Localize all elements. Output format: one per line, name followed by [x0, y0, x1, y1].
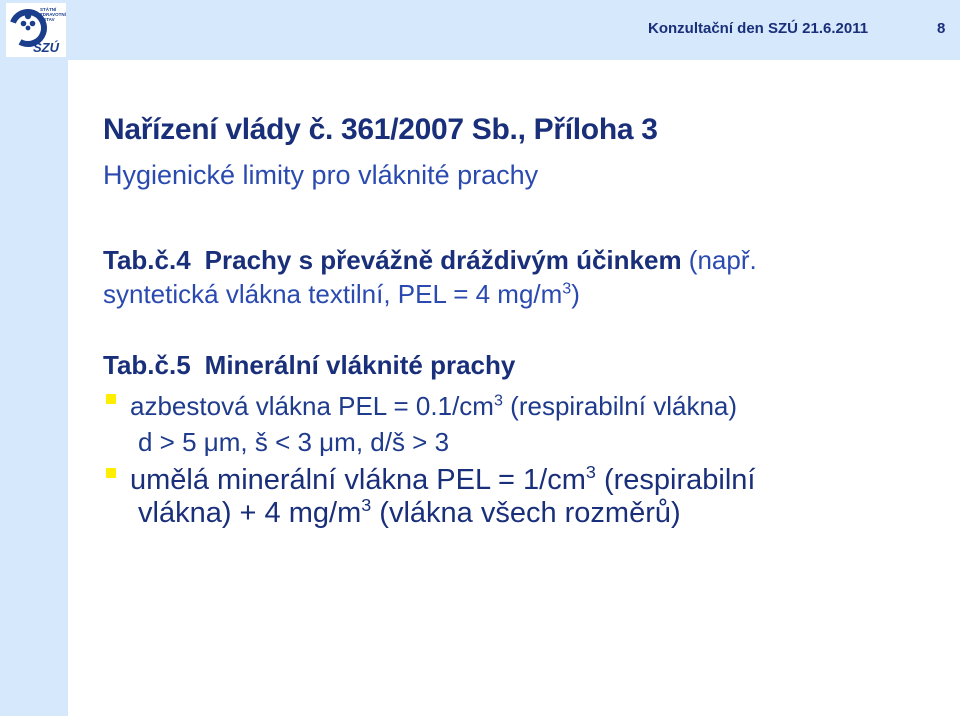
tab4-section: [103, 243, 757, 311]
szu-logo-icon: [6, 3, 66, 57]
bullet-2-line2-rest: (vlákna všech rozměrů): [371, 497, 681, 529]
bullet-1-rest: (respirabilní vlákna): [502, 391, 738, 421]
szu-logo: [6, 3, 66, 57]
bullet-1-line-1: [130, 391, 737, 422]
tab4-label: Tab.č.4: [103, 245, 191, 275]
bullet-2-sup: 3: [585, 462, 596, 483]
logo-line-1: STÁTNÍ: [40, 7, 57, 12]
page-title: Nařízení vlády č. 361/2007 Sb., Příloha 3: [103, 113, 658, 146]
tab4-line-1: [103, 243, 757, 277]
tab4-line2-text: syntetická vlákna textilní, PEL = 4 mg/m: [103, 279, 563, 309]
bullet-2-text: umělá minerální vlákna PEL = 1/cm: [130, 464, 586, 496]
tab5-label: Tab.č.5: [103, 350, 191, 380]
bullet-marker-1: [106, 394, 116, 404]
bullet-2-line2-sup: 3: [361, 495, 372, 516]
left-sidebar-bar: [0, 60, 68, 716]
tab4-line2-close: ): [571, 279, 580, 309]
page-number: 8: [937, 20, 946, 37]
tab4-heading: Prachy s převážně dráždivým účinkem: [204, 245, 682, 275]
logo-line-2: ZDRAVOTNÍ: [40, 12, 66, 17]
bullet-2-line-2: [138, 497, 681, 530]
bullet-1-text: azbestová vlákna PEL = 0.1/cm: [130, 391, 494, 421]
bullet-marker-2: [106, 468, 116, 478]
tab4-line-2: [103, 277, 757, 311]
bullet-2-line-1: [130, 464, 755, 497]
tab4-note-open: (např.: [688, 245, 757, 275]
bullet-2-rest: (respirabilní: [595, 464, 756, 496]
logo-line-3: ÚSTAV: [40, 17, 55, 22]
page-subtitle: Hygienické limity pro vláknité prachy: [103, 160, 539, 190]
bullet-2-line2-text: vlákna) + 4 mg/m: [138, 497, 362, 529]
bullet-1-line-2: d > 5 μm, š < 3 μm, d/š > 3: [138, 427, 450, 457]
tab5-heading: Minerální vláknité prachy: [204, 350, 516, 380]
bullet-1-sup: 3: [493, 391, 503, 410]
tab5-heading-line: [103, 350, 515, 381]
logo-mark: SZÚ: [33, 40, 59, 55]
header-title: Konzultační den SZÚ 21.6.2011: [648, 20, 869, 37]
tab4-line2-sup: 3: [562, 279, 572, 298]
